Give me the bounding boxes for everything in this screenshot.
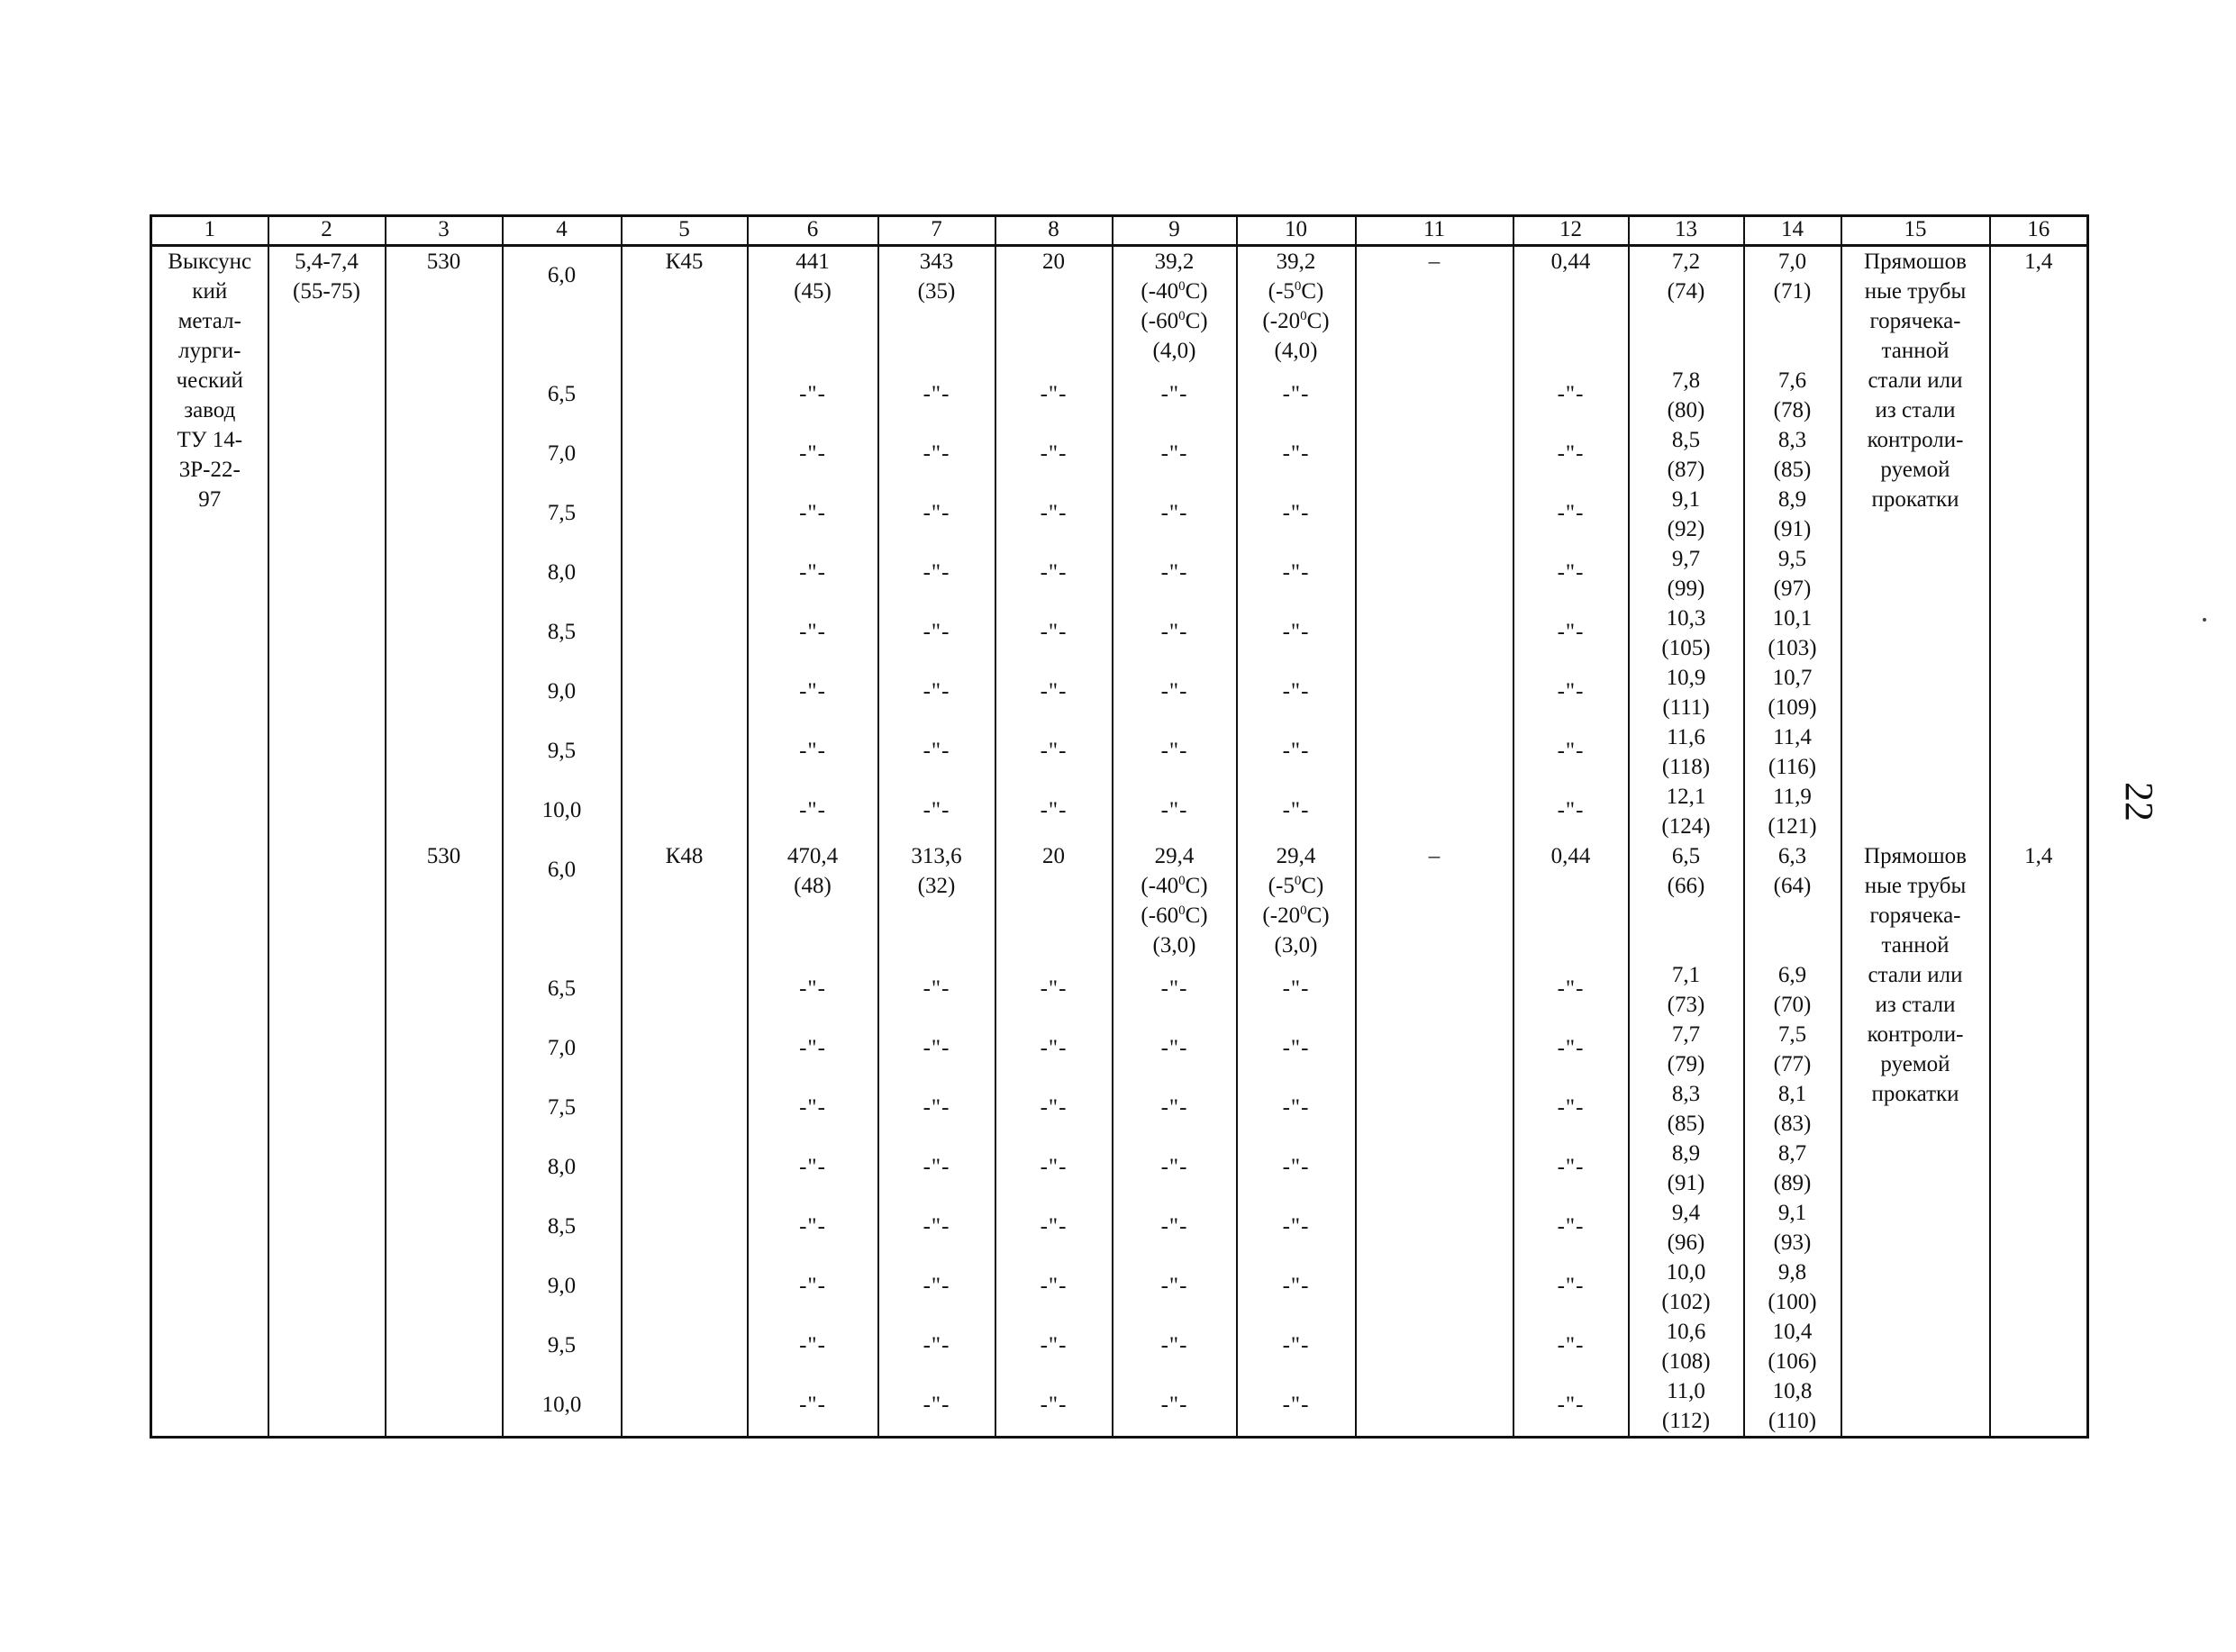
tensile-strength-cell: -"- [748,960,878,1020]
tensile-strength-cell: -"- [748,1317,878,1376]
elongation-cell: -"- [995,1198,1113,1257]
elongation-cell: -"- [995,425,1113,485]
manufacturer-cell: Выксунс кий метал- лурги- ческий завод ТУ 14- 3Р-22- 97 [151,246,268,1438]
test-pressure-alt-cell: 8,1 (83) [1744,1079,1841,1139]
wall-thickness-cell: 6,5 [503,960,622,1020]
impact-base-metal-cell: -"- [1113,604,1237,663]
tensile-strength-cell: -"- [748,1139,878,1198]
column-number-2: 2 [268,216,386,246]
test-pressure-cell: 11,6 (118) [1629,722,1744,782]
test-pressure-alt-cell: 9,1 (93) [1744,1198,1841,1257]
wall-thickness-cell: 8,0 [503,544,622,604]
elongation-cell: -"- [995,1257,1113,1317]
tensile-strength-cell: -"- [748,425,878,485]
elongation-cell: -"- [995,1079,1113,1139]
impact-weld-cell: -"- [1237,1317,1356,1376]
elongation-cell: -"- [995,960,1113,1020]
impact-weld-cell: 29,4 $(-5^0C)$ $(-20^0C)$ (3,0) [1237,841,1356,960]
elongation-cell: -"- [995,1020,1113,1079]
impact-base-metal-cell: -"- [1113,1317,1237,1376]
test-pressure-alt-cell: 10,7 (109) [1744,663,1841,722]
test-pressure-cell: 12,1 (124) [1629,782,1744,841]
test-pressure-alt-cell: 10,4 (106) [1744,1317,1841,1376]
wall-thickness-cell: 6,5 [503,366,622,425]
elongation-cell: -"- [995,1317,1113,1376]
column-number-8: 8 [995,216,1113,246]
test-pressure-alt-cell: 7,0 (71) [1744,246,1841,367]
scan-speck [2203,618,2206,622]
wall-thickness-cell: 10,0 [503,1376,622,1438]
impact-base-metal-cell: -"- [1113,960,1237,1020]
ratio-cell: -"- [1513,1198,1629,1257]
test-pressure-alt-cell: 6,3 (64) [1744,841,1841,960]
wall-thickness-cell: 7,0 [503,1020,622,1079]
wall-thickness-cell: 7,0 [503,425,622,485]
wall-thickness-cell: 10,0 [503,782,622,841]
impact-weld-cell: -"- [1237,1079,1356,1139]
tensile-strength-cell: -"- [748,604,878,663]
elongation-cell: -"- [995,1139,1113,1198]
wall-thickness-cell: 8,0 [503,1139,622,1198]
tensile-strength-cell: -"- [748,1020,878,1079]
impact-weld-cell: -"- [1237,1198,1356,1257]
strength-range-cell: 5,4-7,4 (55-75) [268,246,386,1438]
impact-weld-cell: -"- [1237,1139,1356,1198]
yield-strength-cell: 343 (35) [878,246,995,367]
yield-strength-cell: -"- [878,425,995,485]
test-pressure-cell: 10,6 (108) [1629,1317,1744,1376]
column-number-12: 12 [1513,216,1629,246]
test-pressure-cell: 9,7 (99) [1629,544,1744,604]
tensile-strength-cell: -"- [748,1376,878,1438]
wall-thickness-cell: 9,0 [503,1257,622,1317]
test-pressure-cell: 10,3 (105) [1629,604,1744,663]
yield-strength-cell: -"- [878,782,995,841]
impact-base-metal-cell: -"- [1113,782,1237,841]
ratio-cell: -"- [1513,1376,1629,1438]
yield-strength-cell: -"- [878,663,995,722]
wall-thickness-cell: 9,5 [503,1317,622,1376]
elongation-cell: -"- [995,544,1113,604]
impact-base-metal-cell: -"- [1113,663,1237,722]
test-pressure-cell: 10,0 (102) [1629,1257,1744,1317]
impact-weld-cell: -"- [1237,1376,1356,1438]
ratio-cell: -"- [1513,960,1629,1020]
test-pressure-cell: 9,4 (96) [1629,1198,1744,1257]
strength-class-cell: К45 [622,246,748,842]
impact-weld-cell: -"- [1237,366,1356,425]
ratio-cell: -"- [1513,1020,1629,1079]
impact-base-metal-cell: -"- [1113,1376,1237,1438]
yield-strength-cell: -"- [878,1257,995,1317]
impact-base-metal-cell: -"- [1113,485,1237,544]
pipe-description-cell: Прямошов ные трубы горячека- танной стали или из стали контроли- руемой прокатки [1841,841,1990,1438]
impact-weld-cell: -"- [1237,604,1356,663]
wall-thickness-cell: 7,5 [503,1079,622,1139]
test-pressure-alt-cell: 8,3 (85) [1744,425,1841,485]
yield-strength-cell: -"- [878,960,995,1020]
yield-strength-cell: -"- [878,604,995,663]
test-pressure-cell: 8,5 (87) [1629,425,1744,485]
column-number-16: 16 [1990,216,2088,246]
wall-thickness-cell: 6,0 [503,246,622,367]
test-pressure-alt-cell: 11,4 (116) [1744,722,1841,782]
wall-thickness-cell: 9,0 [503,663,622,722]
strength-class-cell: К48 [622,841,748,1438]
wall-thickness-cell: 6,0 [503,841,622,960]
column-number-row [151,216,2088,246]
test-pressure-cell: 6,5 (66) [1629,841,1744,960]
column-number-5: 5 [622,216,748,246]
impact-base-metal-cell: -"- [1113,1257,1237,1317]
test-pressure-cell: 8,9 (91) [1629,1139,1744,1198]
ratio-cell: -"- [1513,1139,1629,1198]
yield-strength-cell: -"- [878,1376,995,1438]
ratio-cell: -"- [1513,425,1629,485]
empty-dash-cell: – [1356,841,1513,1438]
tensile-strength-cell: -"- [748,1257,878,1317]
yield-strength-cell: -"- [878,1079,995,1139]
elongation-cell: -"- [995,1376,1113,1438]
test-pressure-alt-cell: 9,5 (97) [1744,544,1841,604]
coefficient-cell: 1,4 [1990,841,2088,1438]
impact-weld-cell: -"- [1237,485,1356,544]
ratio-cell: -"- [1513,1257,1629,1317]
yield-strength-cell: -"- [878,1198,995,1257]
wall-thickness-cell: 8,5 [503,1198,622,1257]
impact-base-metal-cell: -"- [1113,1139,1237,1198]
wall-thickness-cell: 7,5 [503,485,622,544]
elongation-cell: -"- [995,366,1113,425]
impact-base-metal-cell: -"- [1113,1198,1237,1257]
test-pressure-alt-cell: 7,6 (78) [1744,366,1841,425]
diameter-cell: 530 [386,246,503,842]
impact-weld-cell: -"- [1237,663,1356,722]
test-pressure-alt-cell: 11,9 (121) [1744,782,1841,841]
elongation-cell: 20 [995,246,1113,367]
column-number-15: 15 [1841,216,1990,246]
test-pressure-cell: 7,7 (79) [1629,1020,1744,1079]
column-number-6: 6 [748,216,878,246]
ratio-cell: -"- [1513,1317,1629,1376]
tensile-strength-cell: 441 (45) [748,246,878,367]
empty-dash-cell: – [1356,246,1513,842]
column-number-9: 9 [1113,216,1237,246]
column-number-1: 1 [151,216,268,246]
coefficient-cell: 1,4 [1990,246,2088,842]
tensile-strength-cell: -"- [748,722,878,782]
tensile-strength-cell: -"- [748,1198,878,1257]
impact-weld-cell: -"- [1237,544,1356,604]
tensile-strength-cell: -"- [748,485,878,544]
impact-weld-cell: -"- [1237,960,1356,1020]
column-number-10: 10 [1237,216,1356,246]
column-number-14: 14 [1744,216,1841,246]
ratio-cell: -"- [1513,366,1629,425]
test-pressure-cell: 10,9 (111) [1629,663,1744,722]
wall-thickness-cell: 8,5 [503,604,622,663]
column-number-13: 13 [1629,216,1744,246]
column-number-3: 3 [386,216,503,246]
impact-base-metal-cell: -"- [1113,722,1237,782]
test-pressure-cell: 8,3 (85) [1629,1079,1744,1139]
impact-base-metal-cell: -"- [1113,544,1237,604]
test-pressure-cell: 9,1 (92) [1629,485,1744,544]
test-pressure-alt-cell: 9,8 (100) [1744,1257,1841,1317]
page-number: 22 [2117,782,2161,821]
test-pressure-cell: 7,1 (73) [1629,960,1744,1020]
tensile-strength-cell: -"- [748,782,878,841]
yield-strength-cell: -"- [878,1317,995,1376]
impact-weld-cell: -"- [1237,782,1356,841]
impact-base-metal-cell: -"- [1113,1020,1237,1079]
elongation-cell: -"- [995,663,1113,722]
wall-thickness-cell: 9,5 [503,722,622,782]
column-number-7: 7 [878,216,995,246]
yield-strength-cell: -"- [878,1020,995,1079]
ratio-cell: -"- [1513,722,1629,782]
impact-base-metal-cell: 39,2 $(-40^0C)$ $(-60^0C)$ (4,0) [1113,246,1237,367]
yield-strength-cell: -"- [878,1139,995,1198]
table-row [151,841,2088,960]
ratio-cell: -"- [1513,663,1629,722]
ratio-cell: -"- [1513,544,1629,604]
impact-weld-cell: -"- [1237,425,1356,485]
ratio-cell: -"- [1513,604,1629,663]
test-pressure-cell: 7,2 (74) [1629,246,1744,367]
table-row [151,246,2088,367]
impact-weld-cell: -"- [1237,1257,1356,1317]
yield-strength-cell: -"- [878,722,995,782]
yield-strength-cell: -"- [878,485,995,544]
test-pressure-alt-cell: 10,8 (110) [1744,1376,1841,1438]
impact-weld-cell: -"- [1237,1020,1356,1079]
tensile-strength-cell: -"- [748,544,878,604]
table-body [151,246,2088,1438]
ratio-cell: -"- [1513,485,1629,544]
ratio-cell: -"- [1513,1079,1629,1139]
ratio-cell: 0,44 [1513,841,1629,960]
pipe-specification-table [150,214,2089,1439]
impact-base-metal-cell: -"- [1113,366,1237,425]
diameter-cell: 530 [386,841,503,1438]
impact-weld-cell: 39,2 $(-5^0C)$ $(-20^0C)$ (4,0) [1237,246,1356,367]
tensile-strength-cell: -"- [748,366,878,425]
impact-base-metal-cell: -"- [1113,425,1237,485]
yield-strength-cell: -"- [878,366,995,425]
pipe-description-cell: Прямошов ные трубы горячека- танной стали или из стали контроли- руемой прокатки [1841,246,1990,842]
yield-strength-cell: -"- [878,544,995,604]
tensile-strength-cell: -"- [748,1079,878,1139]
tensile-strength-cell: 470,4 (48) [748,841,878,960]
tensile-strength-cell: -"- [748,663,878,722]
test-pressure-alt-cell: 8,9 (91) [1744,485,1841,544]
test-pressure-alt-cell: 6,9 (70) [1744,960,1841,1020]
elongation-cell: -"- [995,604,1113,663]
elongation-cell: -"- [995,722,1113,782]
test-pressure-alt-cell: 7,5 (77) [1744,1020,1841,1079]
elongation-cell: -"- [995,485,1113,544]
elongation-cell: -"- [995,782,1113,841]
test-pressure-alt-cell: 10,1 (103) [1744,604,1841,663]
test-pressure-cell: 11,0 (112) [1629,1376,1744,1438]
impact-base-metal-cell: -"- [1113,1079,1237,1139]
column-number-11: 11 [1356,216,1513,246]
elongation-cell: 20 [995,841,1113,960]
impact-base-metal-cell: 29,4 $(-40^0C)$ $(-60^0C)$ (3,0) [1113,841,1237,960]
test-pressure-cell: 7,8 (80) [1629,366,1744,425]
impact-weld-cell: -"- [1237,722,1356,782]
yield-strength-cell: 313,6 (32) [878,841,995,960]
test-pressure-alt-cell: 8,7 (89) [1744,1139,1841,1198]
ratio-cell: -"- [1513,782,1629,841]
ratio-cell: 0,44 [1513,246,1629,367]
column-number-4: 4 [503,216,622,246]
